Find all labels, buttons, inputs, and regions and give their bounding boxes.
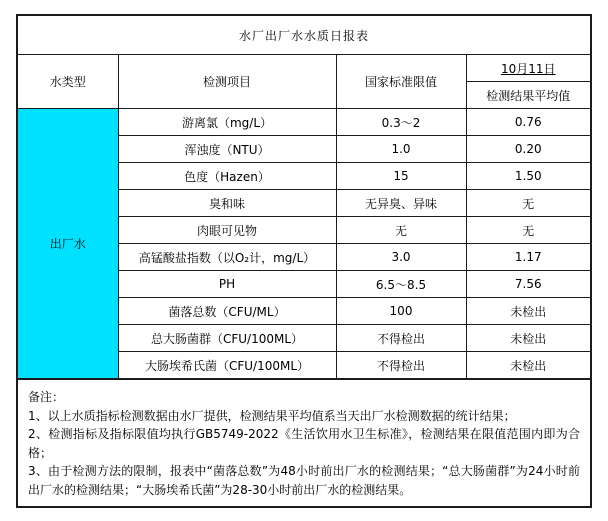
item-result: 1.17 <box>466 244 590 271</box>
item-name: PH <box>118 271 336 298</box>
item-standard: 0.3～2 <box>336 109 466 136</box>
item-name: 菌落总数（CFU/ML） <box>118 298 336 325</box>
note-line-1: 1、以上水质指标检测数据由水厂提供，检测结果平均值系当天出厂水检测数据的统计结果； <box>28 408 516 423</box>
item-standard: 不得检出 <box>336 352 466 379</box>
item-result: 0.76 <box>466 109 590 136</box>
item-standard: 6.5～8.5 <box>336 271 466 298</box>
header-result: 检测结果平均值 <box>466 82 590 109</box>
item-name: 高锰酸盐指数（以O₂计，mg/L） <box>118 244 336 271</box>
item-standard: 无 <box>336 217 466 244</box>
table-row <box>18 109 590 136</box>
item-standard: 1.0 <box>336 136 466 163</box>
item-name: 总大肠菌群（CFU/100ML） <box>118 325 336 352</box>
item-result: 未检出 <box>466 352 590 379</box>
item-name: 色度（Hazen） <box>118 163 336 190</box>
water-quality-table <box>18 16 590 379</box>
item-result: 1.50 <box>466 163 590 190</box>
note-line-2: 2、检测指标及指标限值均执行GB5749-2022《生活饮用水卫生标准》，检测结果在限值范围内即为合格； <box>28 427 580 460</box>
item-name: 游离氯（mg/L） <box>118 109 336 136</box>
header-water-type: 水类型 <box>18 55 118 109</box>
report-sheet <box>16 14 592 508</box>
header-item: 检测项目 <box>118 55 336 109</box>
title-row <box>18 16 590 55</box>
item-result: 0.20 <box>466 136 590 163</box>
header-standard: 国家标准限值 <box>336 55 466 109</box>
note-line-3: 3、由于检测方法的限制，报表中“菌落总数”为48小时前出厂水的检测结果；“总大肠菌群”为24小时前出厂水的检测结果；“大肠埃希氏菌”为28-30小时前出厂水的检测结果。 <box>28 464 580 497</box>
notes-label: 备注： <box>28 390 65 404</box>
item-standard: 100 <box>336 298 466 325</box>
page-title: 水厂出厂水水质日报表 <box>18 16 590 55</box>
item-standard: 无异臭、异味 <box>336 190 466 217</box>
header-date: 10月11日 <box>466 55 590 82</box>
item-standard: 3.0 <box>336 244 466 271</box>
item-name: 大肠埃希氏菌（CFU/100ML） <box>118 352 336 379</box>
item-name: 臭和味 <box>118 190 336 217</box>
item-standard: 15 <box>336 163 466 190</box>
header-row <box>18 55 590 82</box>
item-result: 未检出 <box>466 325 590 352</box>
item-name: 浑浊度（NTU） <box>118 136 336 163</box>
item-name: 肉眼可见物 <box>118 217 336 244</box>
water-type-cell: 出厂水 <box>18 109 118 379</box>
item-result: 无 <box>466 217 590 244</box>
item-result: 7.56 <box>466 271 590 298</box>
item-standard: 不得检出 <box>336 325 466 352</box>
notes-section <box>18 379 590 506</box>
item-result: 未检出 <box>466 298 590 325</box>
item-result: 无 <box>466 190 590 217</box>
